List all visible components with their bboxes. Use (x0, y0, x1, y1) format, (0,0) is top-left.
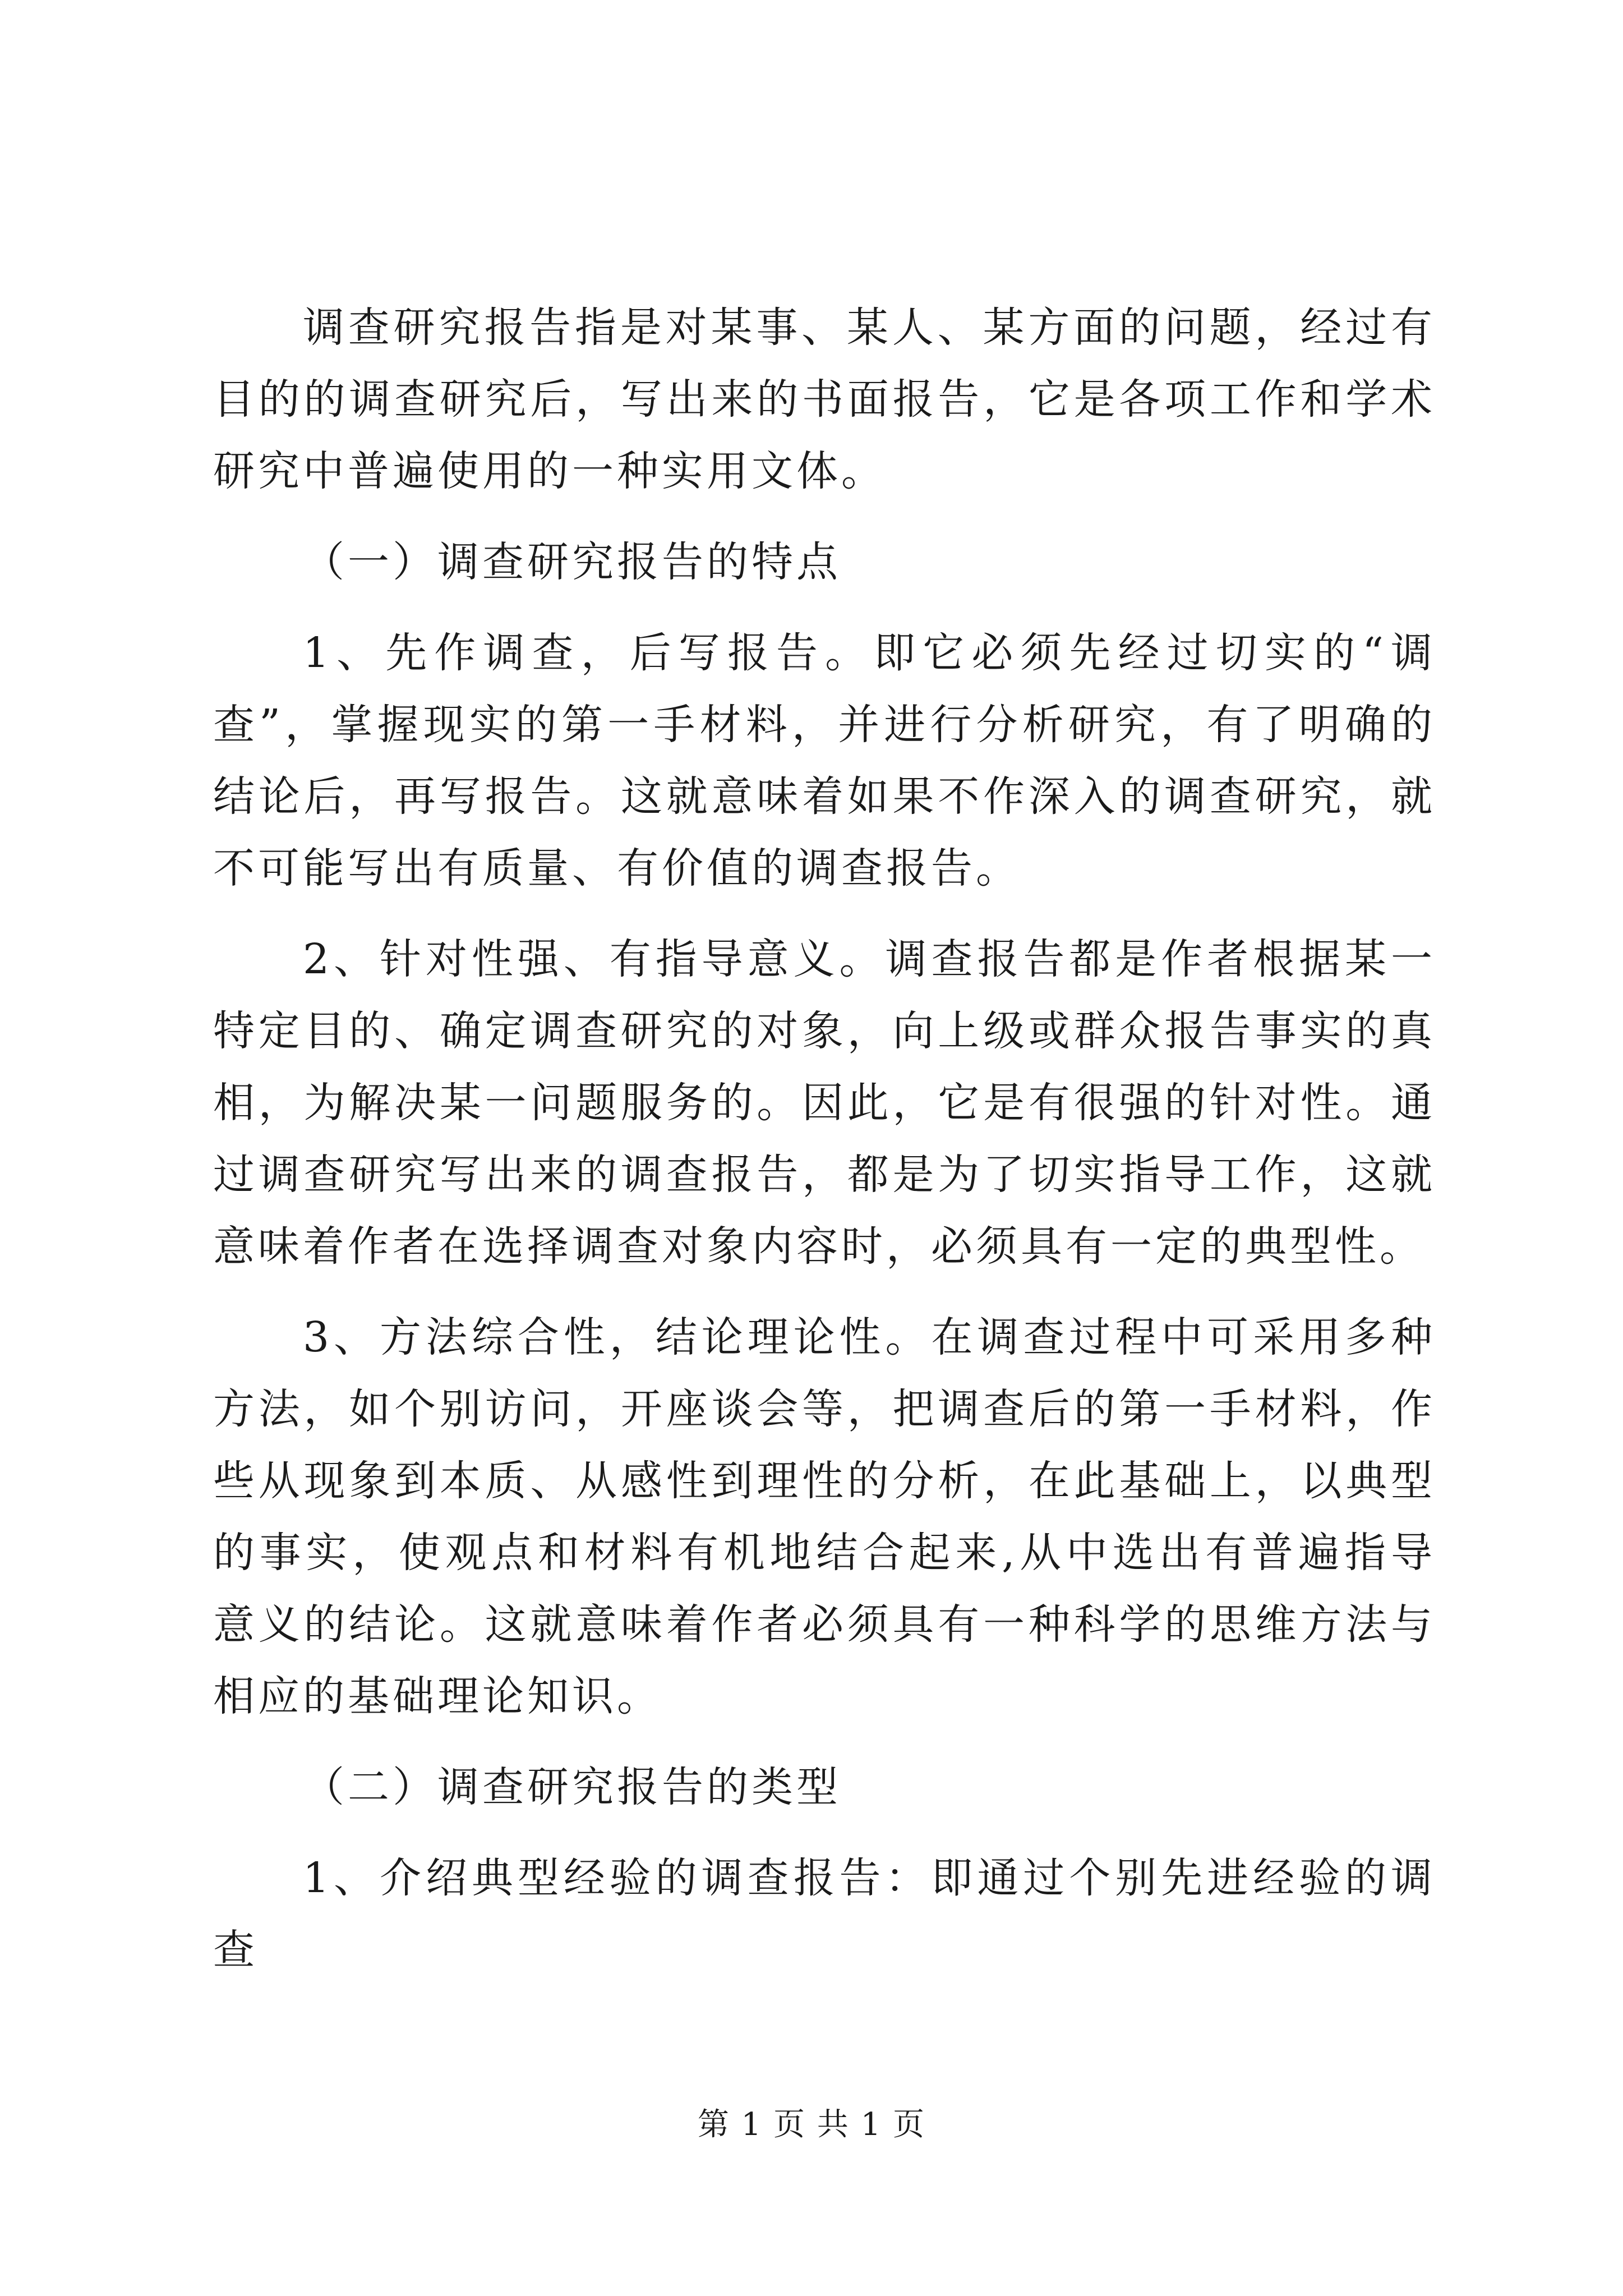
feature-paragraph-1: 1、先作调查，后写报告。即它必须先经过切实的“调查”，掌握现实的第一手材料，并进行分析研究，有了明确的结论后，再写报告。这就意味着如果不作深入的调查研究，就不可能写出有质量、有价值的调查报告。 (213, 629, 1436, 892)
feature-paragraph-2: 2、针对性强、有指导意义。调查报告都是作者根据某一特定目的、确定调查研究的对象，向上级或群众报告事实的真相，为解决某一问题服务的。因此，它是有很强的针对性。通过调查研究写出来的调查报告，都是为了切实指导工作，这就意味着作者在选择调查对象内容时，必须具有一定的典型性。 (213, 935, 1436, 1271)
page-footer: 第 1 页 共 1 页 (697, 2106, 926, 2143)
type-paragraph-1: 1、介绍典型经验的调查报告：即通过个别先进经验的调查 (213, 1854, 1436, 1974)
intro-paragraph: 调查研究报告指是对某事、某人、某方面的问题，经过有目的的调查研究后，写出来的书面报告，它是各项工作和学术研究中普遍使用的一种实用文体。 (213, 303, 1436, 495)
feature-paragraph-3: 3、方法综合性，结论理论性。在调查过程中可采用多种方法，如个别访问，开座谈会等，把调查后的第一手材料，作些从现象到本质、从感性到理性的分析，在此基础上，以典型的事实，使观点和材料有机地结合起来,从中选出有普遍指导意义的结论。这就意味着作者必须具有一种科学的思维方法与相应的基础理论知识。 (213, 1313, 1436, 1720)
section-heading-features: （一）调查研究报告的特点 (303, 538, 841, 586)
document-body (213, 292, 1436, 1986)
section-heading-types: （二）调查研究报告的类型 (303, 1763, 841, 1811)
